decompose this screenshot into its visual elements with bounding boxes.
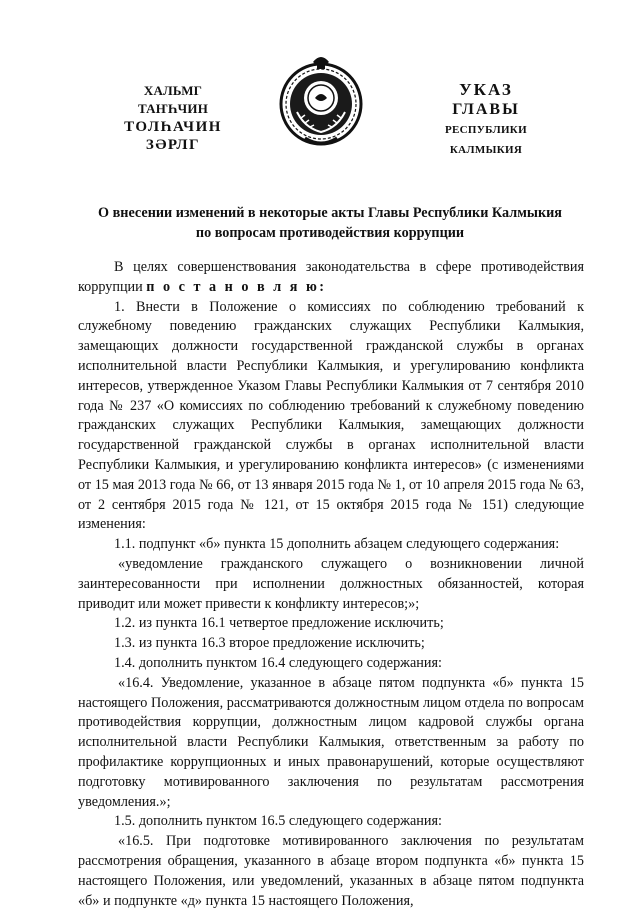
document-title: [60, 203, 600, 243]
header-left-block: [108, 82, 238, 154]
document-body: [78, 258, 584, 911]
item-1-5: 1.5. дополнить пунктом 16.5 следующего содержания:: [114, 813, 442, 830]
item-1: 1. Внести в Положение о комиссиях по соблюдению требований к служебному поведению гражданских служащих Республики Калмыкия, замещающих должности государственной гражданской службы в органах исполнительной власти Республики Калмыкия, и урегулированию конфликта интересов, утвержденное Указом Главы Республики Калмыкия от 7 сентября 2010 года № 237 «О комиссиях по соблюдению требований к служебному поведению гражданских служащих Республики Калмыкия, замещающих должности государственной гражданской службы в органах исполнительной власти Республики Калмыкия, и урегулированию конфликта интересов» (с изменениями от 15 мая 2013 года № 66, от 13 января 2015 года № 1, от 10 апреля 2015 года № 63, от 2 сентября 2015 года № 121, от 15 октября 2015 года № 151) следующие изменения:: [78, 298, 584, 533]
quote-1-5: «16.5. При подготовке мотивированного заключения по результатам рассмотрения обращения, указанного в абзаце втором подпункта «б» пункта 15 настоящего Положения, или уведомлений, указанных в абзаце пятом подпункта «б» и подпункте «д» пункта 15 настоящего Положения,: [78, 833, 584, 909]
header-left-line1: ХАЛЬМГ ТАҤҺЧИН: [137, 83, 209, 116]
item-1-3: 1.3. из пункта 16.3 второе предложение исключить;: [114, 635, 425, 652]
header-right-line3: РЕСПУБЛИКИ КАЛМЫКИЯ: [445, 124, 527, 156]
kalmykia-coat-of-arms-icon: [275, 52, 367, 152]
preamble-paragraph: [78, 258, 584, 298]
document-title-line2: по вопросам противодействия коррупции: [195, 225, 465, 241]
item-1-1: 1.1. подпункт «б» пункта 15 дополнить абзацем следующего содержания:: [114, 536, 560, 553]
item-1-4: 1.4. дополнить пунктом 16.4 следующего содержания:: [114, 654, 442, 671]
header-left-line2: ТОЛҺАЧИН: [124, 119, 222, 135]
quote-1-1: «уведомление гражданского служащего о возникновении личной заинтересованности при исполнении должностных обязанностей, которая приводит или может привести к конфликту интересов;»;: [78, 555, 584, 612]
decree-word: п о с т а н о в л я ю:: [146, 278, 327, 295]
header-right-block: [408, 80, 564, 160]
document-title-line1: О внесении изменений в некоторые акты Главы Республики Калмыкия: [98, 205, 562, 221]
header-right-line2: ГЛАВЫ: [452, 101, 520, 118]
header-right-line1: УКАЗ: [459, 80, 513, 99]
quote-1-4: «16.4. Уведомление, указанное в абзаце пятом подпункта «б» пункта 15 настоящего Положения, рассматриваются должностным лицом отдела по вопросам противодействия коррупции, должностным лицом кадровой службы органа исполнительной власти Республики Калмыкия, ответственным за работу по профилактике коррупционных и иных правонарушений, которые осуществляют подготовку мотивированного заключения по результатам рассмотрения уведомления.»;: [78, 674, 584, 810]
header-left-line3: ЗӘРЛГ: [145, 137, 201, 153]
preamble-text: В целях совершенствования законодательства в сфере противодействия коррупции: [78, 259, 584, 295]
item-1-2: 1.2. из пункта 16.1 четвертое предложение исключить;: [114, 615, 444, 632]
